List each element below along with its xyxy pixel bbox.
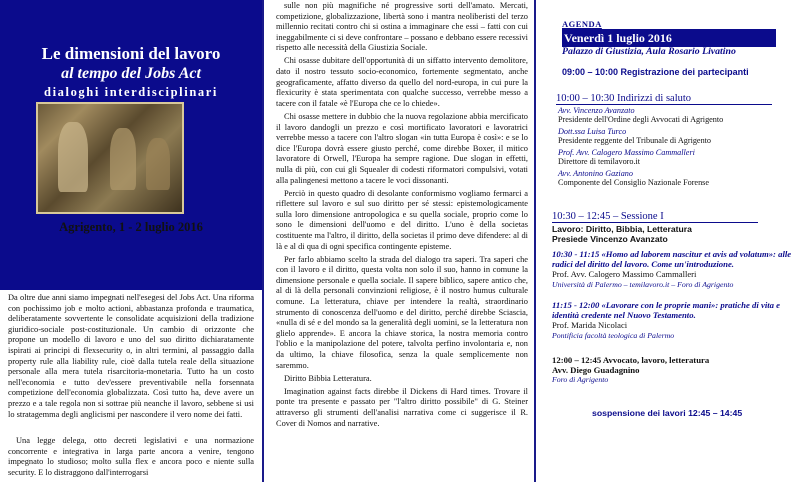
body-paragraph: Diritto Bibbia Letteratura. bbox=[284, 373, 372, 383]
middle-panel bbox=[262, 0, 534, 482]
session-title: Lavoro: Diritto, Bibbia, Letteratura bbox=[552, 224, 692, 234]
speaker-entry: Avv. Antonino Gaziano Componente del Consiglio Nazionale Forense bbox=[558, 169, 709, 188]
session-heading: 10:30 – 12:45 – Sessione I bbox=[552, 211, 758, 223]
venue: Palazzo di Giustizia, Aula Rosario Livatino bbox=[562, 46, 736, 57]
suspension-note: sospensione dei lavori 12:45 – 14:45 bbox=[592, 408, 743, 418]
body-paragraph: Perciò in questo quadro di desolante conformismo vogliamo fermarci a riflettere sul lavoro e sul suo diritto per sé stessi: epistemologicamente sulla loro dimensione antropologica e su quella sociale, proprio come lo sono le dimensioni dell'uomo e del diritto. L'uno è della societas costituente ma l'altro, il diritto, della societas il primo deve difendere: al di là e al di qua di ogni specifica contingente episteme. bbox=[276, 188, 528, 251]
intro-paragraph: Da oltre due anni siamo impegnati nell'esegesi del Jobs Act. Una riforma con pochissimo job e molto actioni, abbastanza profonda e traumatica, deliberatamente sovvertente le consolidate acquisizioni della tradizione giuridico-sociale post-costituzionale. Un cambio di orizzonte che propone un modello di lavoro e uno del suo diritto dichiaratamente ispirati ai principi di flexsecurity o, in altri termini, al passaggio dalla property rule alla liability rule, cioè dalla tutela reale della situazione personale alla mera tutela risarcitoria-monetaria. Tutto ha un costo nell'economia e tutto dev'essere preventivabile nella forsennata competizione dell'economia globalizzata. Così tutto ha, deve avere un prezzo e a tale regola non si sottrae più neanche il lavoro, sebbene si usi lo stratagemma degli anglicismi per nascondere il vero nome dei fatti. bbox=[8, 293, 254, 419]
body-paragraph: Per farlo abbiamo scelto la strada del dialogo tra saperi. Tra saperi che con il lavoro e il diritto, questa volta non solo il suo, hanno in comune la dimensione personale e quella sociale. Il sapere biblico, sapere antico che, al di là della personali convinzioni religiose, è il nostro humus culturale comune. La letteratura, chiave per intendere la realtà, straordinario strumento di conoscenza dell'uomo e del diritto, perché direbbe Sciascia, «nulla di sé e del mondo sa la generalità degli uomini, se la letteratura non glielo apprende». E ancora la chiave storica, la nostra memoria contro l'oblio e la manipolazione del potere, talvolta perfino involontaria e, non da ultimo, la chiave filosofica, senza la quale semplicemente non saremmo. bbox=[276, 254, 528, 370]
talk-entry: 11:15 - 12:00 «Lavorare con le proprie mani»: pratiche di vita e identità credente nel Nuovo Testamento. Prof. Marida Nicolaci Pontificia facoltà teologica di Palermo bbox=[552, 300, 781, 340]
speaker-entry: Avv. Vincenzo Avanzato Presidente dell'Ordine degli Avvocati di Agrigento bbox=[558, 106, 724, 125]
left-panel bbox=[0, 0, 262, 482]
body-paragraph: Chi osasse dubitare dell'opportunità di un siffatto intervento demolitore, dato il nostro tessuto socio-economico, fortemente segmentato, anche geograficamente, affatto diverso da quello del nord-europa, in cui pure la flexicurity è stata sperimentata con qualche successo, verrebbe messo a tacere con il fatale «è l'Europa che ce lo chiede». bbox=[276, 56, 528, 108]
agenda-date: Venerdì 1 luglio 2016 bbox=[562, 29, 776, 47]
tagline: dialoghi interdisciplinari bbox=[44, 85, 218, 99]
cover-painting bbox=[36, 102, 184, 214]
body-paragraph: Chi osasse mettere in dubbio che la nuova regolazione abbia mercificato il lavoro dandogli un prezzo e così mortificato lavoratori e lavoratrici verrebbe messo a tacere con l'altro slogan «in tutta Europa è così»: e se lo dice l'Europa dovrà essere giusto perché, come direbbe Boxer, il mitico lavoratore di Orwell, l'Europa ha sempre ragione. Due slogan in effetti, nulla di più, con cui gli Squealer di codesti riformatori compulsivi, votati alla palingenesi mettono a tacere le voci dissonanti. bbox=[276, 111, 528, 185]
talk-entry: 10:30 - 11:15 «Homo ad laborem nascitur et avis ad volatum»: alle radici del diritto del lavoro. Come un'introduzione. Prof. Avv. Calogero Massimo Cammalleri Università di Palermo – temilavoro.it – Foro di Agrigento bbox=[552, 249, 792, 289]
agenda-panel bbox=[534, 0, 800, 482]
speaker-entry: Dott.ssa Luisa Turco Presidente reggente del Tribunale di Agrigento bbox=[558, 127, 712, 146]
intro-paragraph-2: Una legge delega, otto decreti legislativi e una normazione concorrente e integrativa in larga parte ancora a venire, tengono impegnato lo studioso; molto sulla flex e ancora poco e niente sulla security. E lo distraggono dall'interrogarsi bbox=[8, 436, 254, 477]
body-paragraph: sulle non più magnifiche né progressive sorti dell'amato. Mercati, competizione, globalizzazione, libertà sono i mantra neoliberisti del terzo millennio recitati contro chi si ostina a immaginare che essi – fatti con cui ineggabilmente ci si deve confrontare – possano e debbano essere recessivi rispetto alle necessità della Giustizia Sociale. bbox=[276, 1, 528, 53]
main-title: Le dimensioni del lavoro bbox=[41, 44, 221, 63]
registration-slot: 09:00 – 10:00 Registrazione dei partecipanti bbox=[562, 67, 749, 77]
subtitle: al tempo del Jobs Act bbox=[61, 65, 201, 82]
agenda-label: AGENDA bbox=[562, 19, 602, 29]
talk-entry: 12:00 – 12:45 Avvocato, lavoro, letteratura Avv. Diego Guadagnino Foro di Agrigento bbox=[552, 355, 710, 385]
session-chair: Presiede Vincenzo Avanzato bbox=[552, 234, 668, 244]
greetings-heading: 10:00 – 10:30 Indirizzi di saluto bbox=[556, 93, 772, 105]
body-paragraph: Imagination against facts direbbe il Dickens di Hard times. Trovare il ponte tra presente e passato per "l'altro diritto possibile" di G. Steiner attraverso gli strumenti dell'analisi narrativa come ci suggerisce il R. Cover di Nomos and narrative. bbox=[276, 386, 528, 428]
speaker-entry: Prof. Avv. Calogero Massimo Cammalleri Direttore di temilavoro.it bbox=[558, 148, 695, 167]
event-dates: Agrigento, 1 - 2 luglio 2016 bbox=[59, 220, 203, 234]
